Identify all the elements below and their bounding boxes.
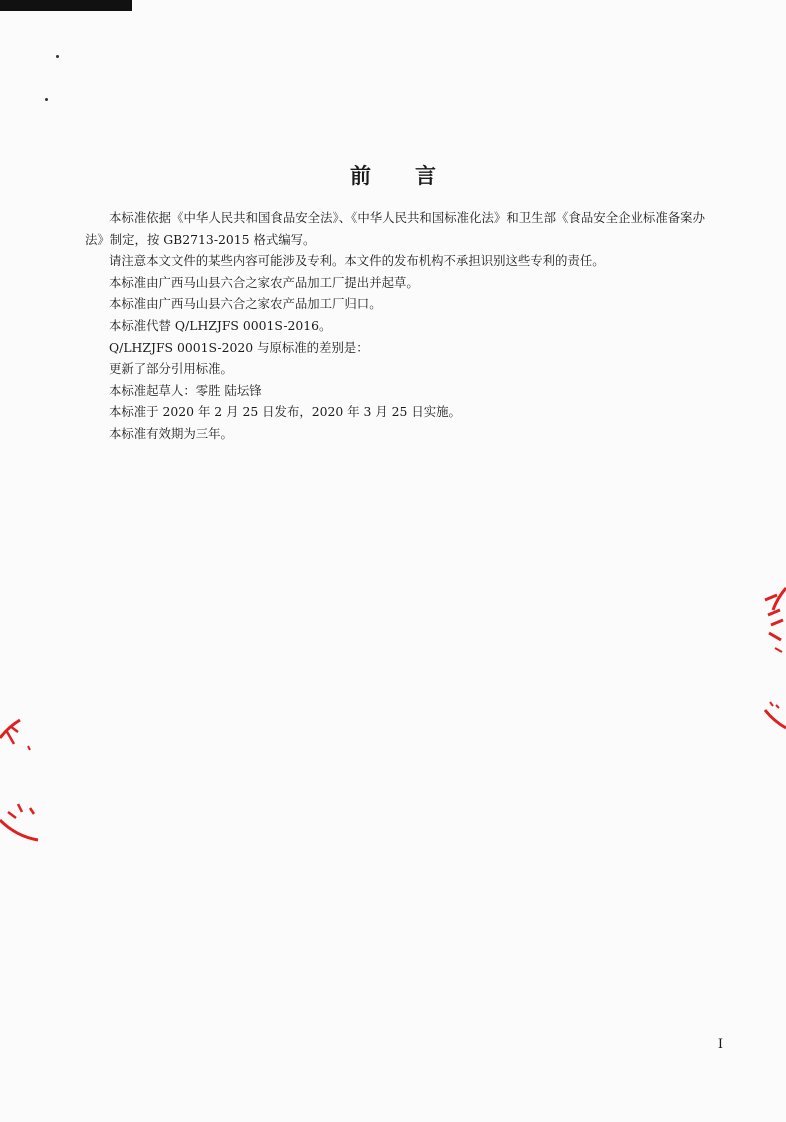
scan-speck bbox=[45, 98, 48, 101]
page-title bbox=[0, 160, 786, 190]
paragraph: 本标准由广西马山县六合之家农产品加工厂提出并起草。 bbox=[109, 274, 419, 290]
scan-speck bbox=[56, 55, 59, 58]
scan-artifact-bar bbox=[0, 0, 132, 11]
paragraph: 本标准代替 Q/LHZJFS 0001S-2016。 bbox=[109, 317, 332, 333]
paragraph: 请注意本文文件的某些内容可能涉及专利。本文件的发布机构不承担识别这些专利的责任。 bbox=[109, 253, 605, 269]
seal-stamp-right bbox=[735, 570, 786, 745]
preface-body bbox=[85, 207, 705, 445]
paragraph: 本标准有效期为三年。 bbox=[109, 425, 233, 441]
paragraph: Q/LHZJFS 0001S-2020 与原标准的差别是： bbox=[109, 339, 369, 355]
paragraph: 本标准于 2020 年 2 月 25 日发布，2020 年 3 月 25 日实施。 bbox=[109, 404, 461, 420]
paragraph: 更新了部分引用标准。 bbox=[109, 361, 233, 377]
title-char-right: 言 bbox=[415, 164, 436, 188]
paragraph: 本标准由广西马山县六合之家农产品加工厂归口。 bbox=[109, 296, 382, 312]
paragraph: 本标准依据《中华人民共和国食品安全法》、《中华人民共和国标准化法》和卫生部《食品安全企业标准备案办法》制定，按 GB2713-2015 格式编写。 bbox=[85, 210, 705, 247]
seal-stamp-left bbox=[0, 700, 45, 850]
page-number: I bbox=[717, 1037, 723, 1052]
paragraph: 本标准起草人：零胜 陆坛锋 bbox=[109, 382, 262, 398]
title-char-left: 前 bbox=[350, 164, 371, 188]
